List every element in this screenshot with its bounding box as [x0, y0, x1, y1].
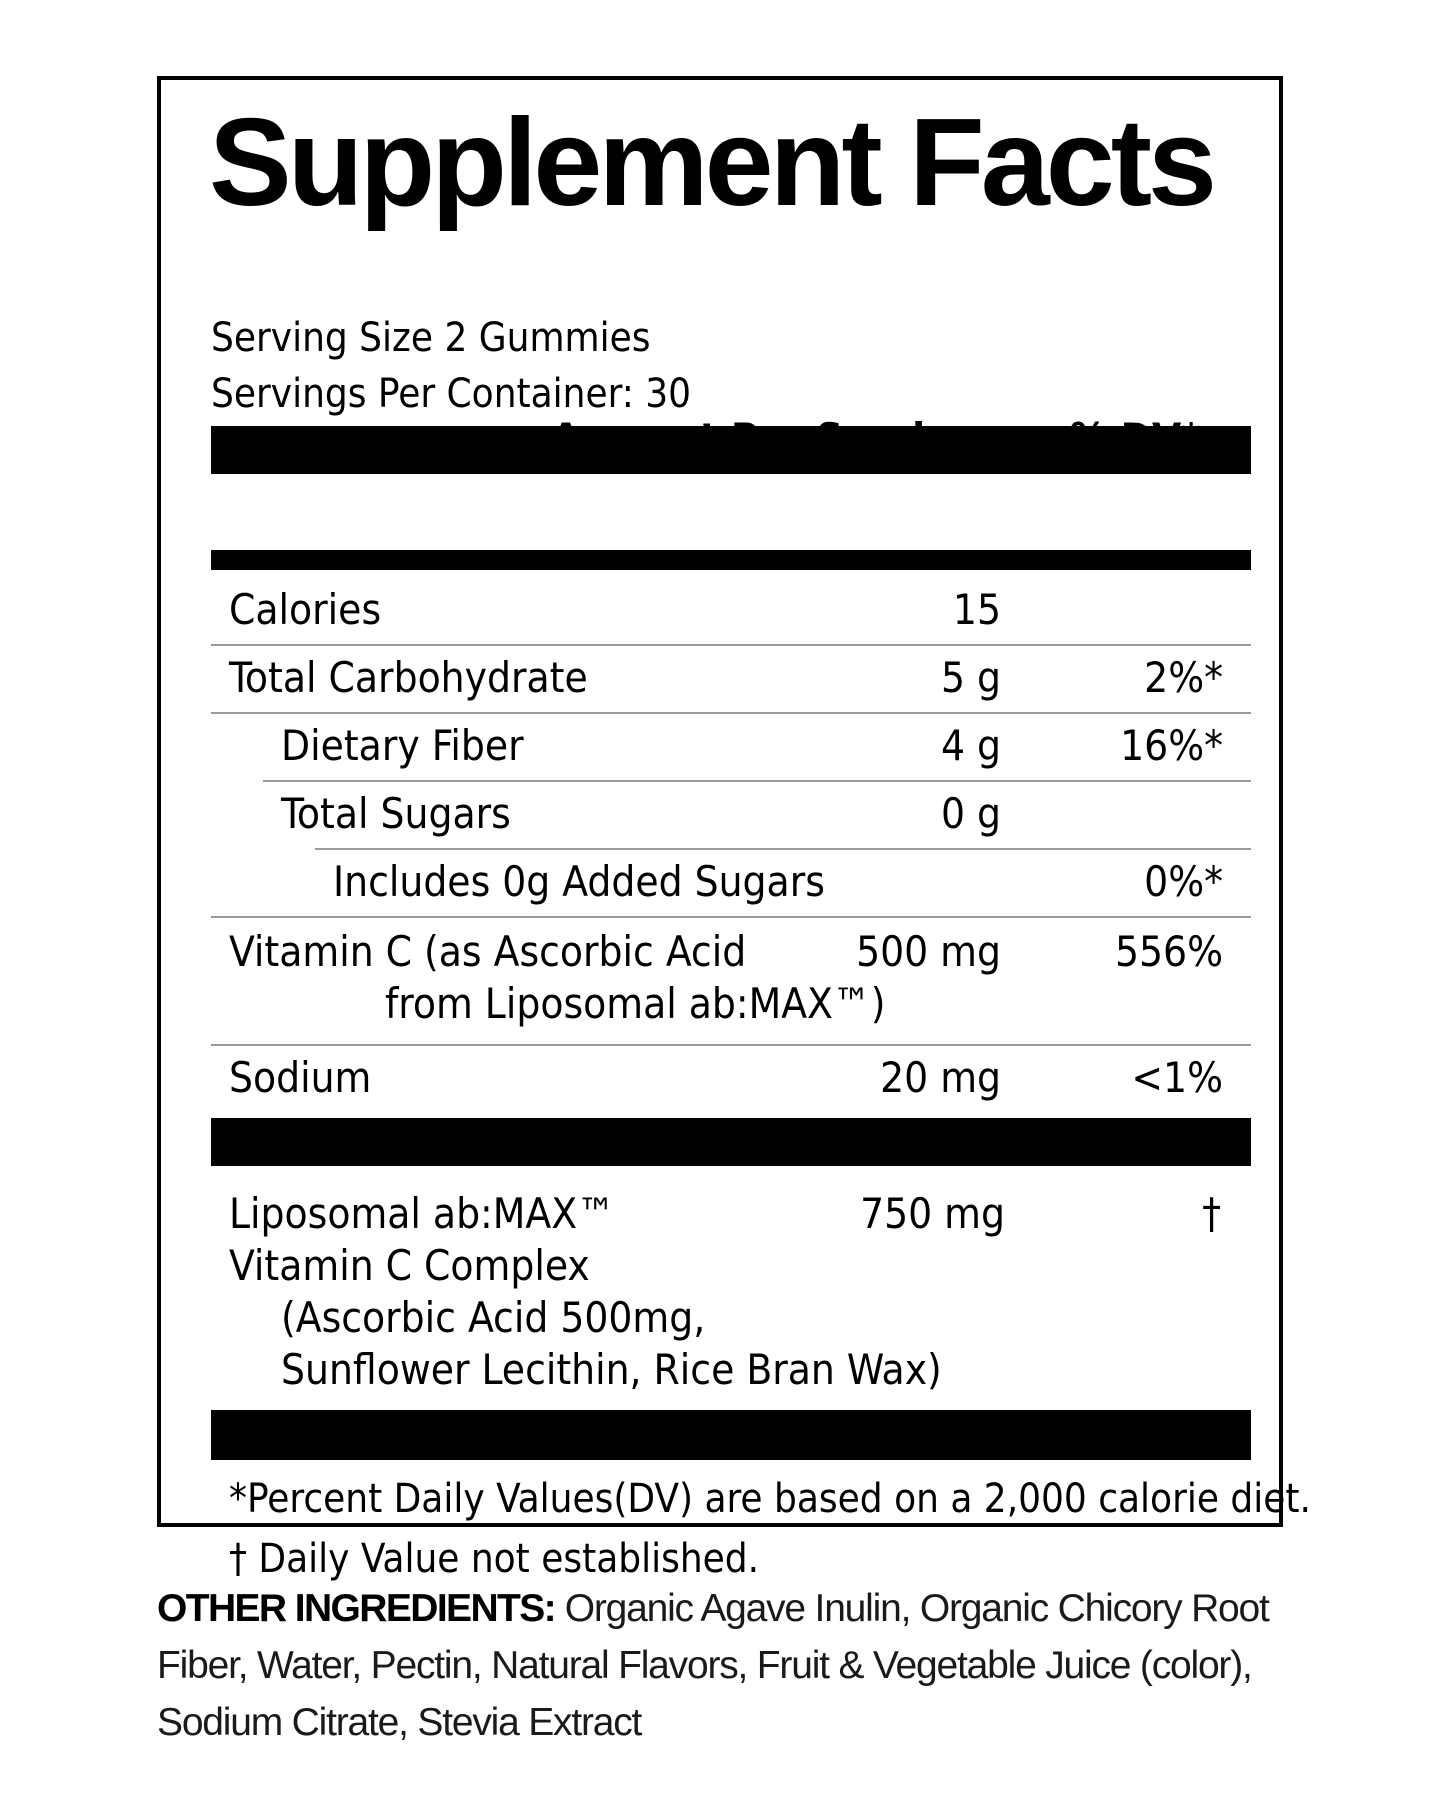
row-amount: 500 mg: [856, 927, 1001, 976]
row-amount: 15: [952, 585, 1001, 634]
row-name: Sodium: [229, 1053, 372, 1102]
row-divider: [211, 916, 1251, 918]
header-percent-dv: % DV*: [1069, 414, 1201, 463]
blend-name-continued: Vitamin C Complex: [229, 1241, 590, 1290]
row-amount: 4 g: [940, 721, 1001, 770]
blend-ingredients-continued: Sunflower Lecithin, Rice Bran Wax): [281, 1345, 942, 1394]
dagger-mark: †: [1202, 1189, 1221, 1238]
row-divider: [211, 712, 1251, 714]
row-dv: 2%*: [1144, 653, 1223, 702]
servings-per-container: Servings Per Container: 30: [211, 371, 692, 417]
medium-divider: [211, 550, 1251, 570]
row-dv: 556%: [1114, 927, 1223, 976]
row-divider: [263, 780, 1251, 782]
header-amount-per-serving: Amount Per Serving: [551, 414, 979, 463]
row-divider: [211, 1044, 1251, 1046]
footnote-dagger: † Daily Value not established.: [229, 1536, 760, 1582]
blend-amount: 750 mg: [860, 1189, 1005, 1238]
row-divider: [211, 644, 1251, 646]
row-amount: 20 mg: [880, 1053, 1001, 1102]
row-divider: [315, 848, 1251, 850]
row-dv: 16%*: [1120, 721, 1223, 770]
row-dv: <1%: [1131, 1053, 1223, 1102]
row-name: Calories: [229, 585, 382, 634]
row-name: Total Sugars: [281, 789, 511, 838]
blend-name: Liposomal ab:MAX™: [229, 1189, 615, 1238]
other-ingredients-text: Organic Agave Inulin, Organic Chicory Root Fiber, Water, Pectin, Natural Flavors, Fruit & Vegetable Juice (color), Sodium Citrate, Stevia Extract: [157, 1587, 1269, 1744]
row-name: Total Carbohydrate: [229, 653, 588, 702]
supplement-facts-panel: [157, 76, 1311, 1582]
row-name: Dietary Fiber: [281, 721, 524, 770]
thick-divider: [211, 1118, 1251, 1166]
row-name-continued: from Liposomal ab:MAX™): [385, 979, 886, 1028]
other-ingredients: [157, 1580, 1307, 1751]
thick-divider: [211, 1410, 1251, 1460]
panel-title: Supplement Facts: [209, 94, 1213, 232]
other-ingredients-label: OTHER INGREDIENTS:: [157, 1587, 556, 1630]
blend-ingredients: (Ascorbic Acid 500mg,: [281, 1293, 706, 1342]
row-amount: 5 g: [940, 653, 1001, 702]
footnote-dv: *Percent Daily Values(DV) are based on a 2,000 calorie diet.: [229, 1476, 1311, 1522]
row-dv: 0%*: [1144, 857, 1223, 906]
serving-size: Serving Size 2 Gummies: [211, 315, 651, 361]
row-name: Includes 0g Added Sugars: [333, 857, 825, 906]
row-name: Vitamin C (as Ascorbic Acid: [229, 927, 747, 976]
row-amount: 0 g: [940, 789, 1001, 838]
